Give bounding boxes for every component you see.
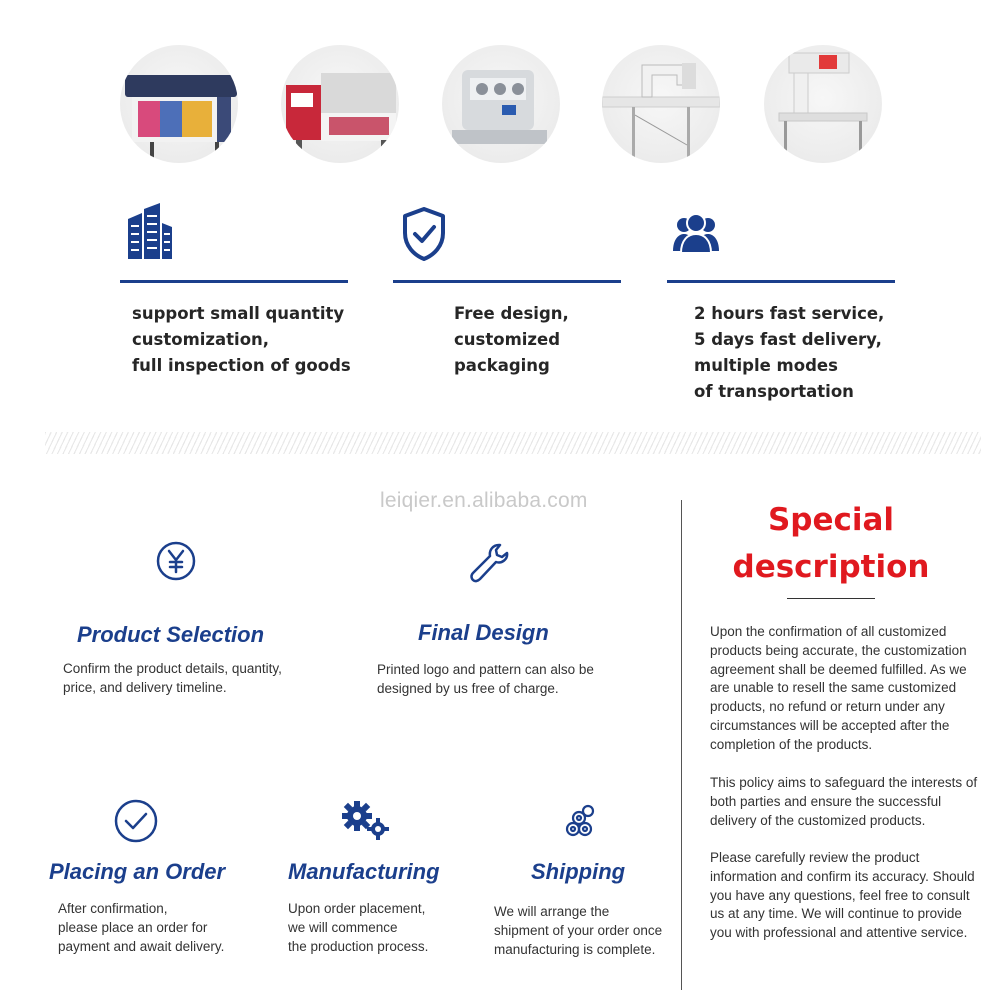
special-paragraph-3: Please carefully review the product information and confirm its accuracy. Should you have any questions, feel free to consult us at any time. We will continue to provide you with professional and attentive service. — [710, 850, 975, 941]
step-text-placing-order: After confirmation, please place an order for payment and await delivery. — [58, 901, 225, 954]
special-description-title: Special description — [732, 502, 930, 585]
check-circle-icon — [114, 799, 158, 848]
step-title-shipping: Shipping — [531, 859, 626, 884]
flat-sewing-machine-icon — [602, 45, 720, 163]
column-divider — [681, 500, 682, 990]
step-text-final-design: Printed logo and pattern can also be designed by us free of charge. — [377, 662, 594, 696]
feature-text-service: 2 hours fast service, 5 days fast delivery, multiple modes of transportation — [694, 304, 885, 401]
step-title-manufacturing: Manufacturing — [288, 859, 440, 884]
feature-divider — [393, 280, 621, 283]
shipping-rolls-icon — [564, 803, 600, 844]
overlock-machine-icon — [442, 45, 560, 163]
step-text-product-selection: Confirm the product details, quantity, price, and delivery timeline. — [63, 661, 282, 695]
step-title-product-selection: Product Selection — [77, 622, 265, 647]
title-underline — [787, 598, 875, 599]
wrench-icon — [469, 541, 511, 588]
feature-divider — [120, 280, 348, 283]
step-text-manufacturing: Upon order placement, we will commence the production process. — [288, 901, 429, 954]
product-image-printer — [120, 45, 238, 163]
building-icon — [128, 203, 172, 264]
heat-press-machine-icon — [281, 45, 399, 163]
step-title-final-design: Final Design — [418, 620, 549, 645]
special-paragraph-1: Upon the confirmation of all customized products being accurate, the customization agreement shall be deemed fulfilled. As we are unable to resell the same customized products, no refund or return under any circumstances will be accepted after the completion of the products. — [710, 624, 967, 752]
product-image-post-bed — [764, 45, 882, 163]
product-image-overlock — [442, 45, 560, 163]
step-title-placing-order: Placing an Order — [49, 859, 226, 884]
product-image-heat-press — [281, 45, 399, 163]
product-image-sewing-machine — [602, 45, 720, 163]
hatched-separator — [45, 432, 981, 454]
feature-text-design: Free design, customized packaging — [454, 304, 569, 375]
special-paragraph-2: This policy aims to safeguard the interests of both parties and ensure the successful delivery of the customized products. — [710, 775, 978, 828]
step-text-shipping: We will arrange the shipment of your order once manufacturing is complete. — [494, 904, 663, 957]
feature-divider — [667, 280, 895, 283]
users-icon — [673, 213, 719, 258]
large-format-printer-icon — [120, 45, 238, 163]
gears-icon — [341, 800, 391, 847]
feature-text-customization: support small quantity customization, full inspection of goods — [132, 304, 351, 375]
watermark: leiqier.en.alibaba.com — [380, 489, 588, 512]
yen-coin-icon — [156, 541, 196, 586]
shield-check-icon — [402, 207, 446, 266]
post-bed-sewing-machine-icon — [764, 45, 882, 163]
